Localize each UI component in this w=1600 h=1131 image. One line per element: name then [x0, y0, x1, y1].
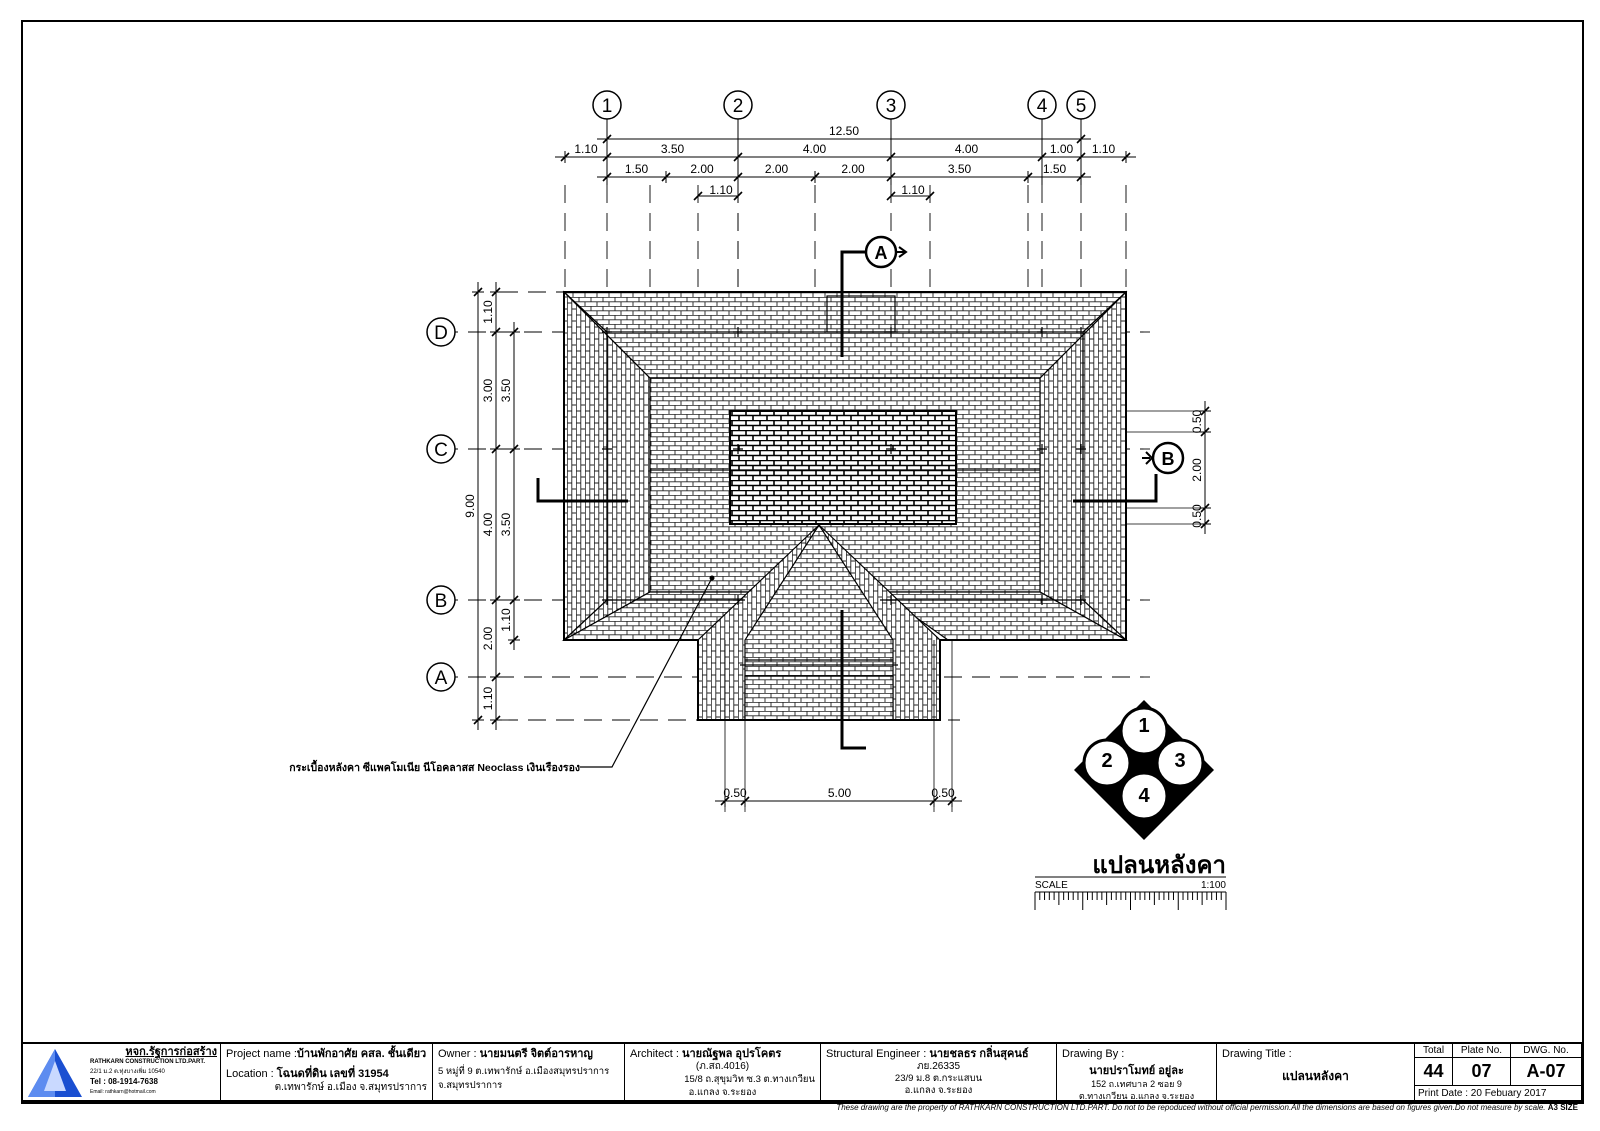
grid-label-row-D: D [434, 323, 448, 344]
company-address: 22/1 ม.2 ต.ทุ่งบางเพิ่ม 10540 [90, 1069, 165, 1075]
dim-top-row1-label: 4.00 [802, 142, 827, 156]
location-value: โฉนดที่ดิน เลขที่ 31954 [276, 1068, 389, 1080]
dim-bottom-label: 0.50 [931, 786, 955, 800]
dim-top-row1-label: 1.00 [1049, 142, 1074, 156]
copyright-notice [836, 1103, 1578, 1112]
key-plan-4: 4 [1138, 785, 1150, 807]
drawn-by-cell [1057, 1044, 1217, 1100]
key-plan-2: 2 [1101, 750, 1113, 772]
dim-top-row3-label: 1.10 [901, 183, 925, 197]
grid-label-col-4: 4 [1036, 96, 1048, 117]
architect-name: นายณัฐพล อุปรโคตร [681, 1048, 782, 1060]
drawing-title-block [1035, 852, 1226, 910]
dim-top-row2-label: 2.00 [764, 162, 789, 176]
total-value: 44 [1415, 1058, 1453, 1085]
owner-label: Owner : [438, 1048, 477, 1060]
dim-right-label: 0.50 [1190, 504, 1204, 528]
key-plan-3: 3 [1174, 750, 1186, 772]
dim-left-col2-label: 3.50 [499, 512, 513, 537]
project-cell [221, 1044, 433, 1100]
structural-license: ภย.26335 [916, 1061, 961, 1072]
dim-top-row1-label: 3.50 [660, 142, 685, 156]
drawing-title-label: Drawing Title : [1222, 1048, 1292, 1060]
key-plan [1074, 700, 1214, 840]
plate-label: Plate No. [1453, 1044, 1511, 1057]
total-label: Total [1415, 1044, 1453, 1057]
dim-left-total-label: 9.00 [463, 494, 477, 518]
drawing-title-cell [1217, 1044, 1415, 1100]
sheet-size: A3 SIZE [1547, 1103, 1578, 1112]
owner-name: นายมนตรี จิตต์อารหาญ [479, 1048, 593, 1060]
dim-left-col1-label: 1.10 [481, 686, 495, 711]
drawing-title-value: แปลนหลังคา [1282, 1069, 1349, 1083]
structural-address-2: อ.แกลง จ.ระยอง [904, 1085, 973, 1096]
architect-label: Architect : [630, 1048, 679, 1060]
dim-bottom-label: 0.50 [723, 786, 747, 800]
notice-text: These drawing are the property of RATHKARN CONSTRUCTION LTD.PART. Do not to be repoduced without official permission.All the dimensions are based on figures given.Do not measure by scale. [836, 1103, 1546, 1112]
print-date: Print Date : 20 Febuary 2017 [1418, 1088, 1547, 1099]
key-plan-1: 1 [1138, 715, 1150, 737]
structural-label: Structural Engineer : [826, 1048, 927, 1060]
gable-porch [745, 676, 893, 720]
owner-address-1: 5 หมู่ที่ 9 ต.เทพารักษ์ อ.เมืองสมุทรปราการ [438, 1066, 610, 1077]
company-cell [23, 1044, 221, 1100]
architect-address-1: 15/8 ถ.สุขุมวิท ซ.3 ต.ทางเกวียน [684, 1074, 815, 1085]
roof-material-note: กระเบื้องหลังคา ซีแพคโมเนีย นีโอคลาสส Neoclass เงินเรืองรอง [289, 762, 580, 774]
company-name-en: RATHKARN CONSTRUCTION LTD.PART. [90, 1059, 205, 1065]
dim-right-label: 2.00 [1190, 458, 1204, 482]
dwg-label: DWG. No. [1523, 1045, 1569, 1056]
dim-left-col1-label: 4.00 [481, 512, 495, 537]
location-label: Location : [226, 1068, 274, 1080]
dim-left-col1-label: 1.10 [481, 300, 495, 324]
structural-cell [821, 1044, 1057, 1100]
dim-right-label: 0.50 [1190, 409, 1204, 434]
project-name: บ้านพักอาศัย คสล. ชั้นเดียว [296, 1048, 427, 1060]
owner-cell [433, 1044, 625, 1100]
drawn-by-address-1: 152 ถ.เทศบาล 2 ซอย 9 [1091, 1079, 1182, 1089]
dim-top-row2-label: 2.00 [690, 162, 714, 176]
drawn-by-name: นายปราโมทย์ อยู่ละ [1089, 1065, 1184, 1077]
company-email: Email: rathkarn@hotmail.com [90, 1089, 156, 1095]
dim-top-row2-label: 1.50 [624, 162, 649, 176]
dim-left-col1-label: 3.00 [481, 378, 495, 403]
grid-label-row-A: A [434, 668, 448, 689]
dim-top-row1-label: 4.00 [954, 142, 979, 156]
location-line2: ต.เทพารักษ์ อ.เมือง จ.สมุทรปราการ [274, 1082, 427, 1093]
dim-left-col2-label: 1.10 [499, 608, 513, 632]
drawn-by-address-2: ต.ทางเกวียน อ.แกลง จ.ระยอง [1078, 1091, 1195, 1100]
scale-value: 1:100 [1200, 880, 1226, 891]
architect-license: (ภ.สถ.4016) [695, 1061, 750, 1072]
roof-panel [730, 411, 956, 524]
company-tel: Tel : 08-1914-7638 [90, 1077, 158, 1086]
dim-left-col1-label: 2.00 [481, 626, 495, 651]
drawn-by-label: Drawing By : [1062, 1048, 1125, 1060]
section-b-label: B [1161, 449, 1175, 469]
grid-label-col-5: 5 [1075, 96, 1087, 117]
architect-address-2: อ.แกลง จ.ระยอง [688, 1087, 757, 1098]
structural-address-1: 23/9 ม.8 ต.กระแสบน [894, 1073, 983, 1084]
dim-bottom-label: 5.00 [827, 786, 852, 800]
dim-top-row2-label: 2.00 [841, 162, 865, 176]
dim-top-row1-label: 1.10 [574, 142, 598, 156]
scale-bar [1035, 892, 1226, 910]
structural-engineer-name: นายชลธร กลิ่นสุคนธ์ [929, 1048, 1029, 1060]
sheet-numbers-cell [1415, 1044, 1581, 1100]
company-name: หจก.รัฐการก่อสร้าง [125, 1046, 217, 1058]
grid-label-col-3: 3 [885, 96, 897, 117]
owner-address-2: จ.สมุทรปราการ [438, 1080, 503, 1091]
architect-cell [625, 1044, 821, 1100]
dim-top-row1-label: 1.10 [1091, 142, 1116, 156]
plate-value: 07 [1453, 1058, 1511, 1085]
section-a-label: A [874, 243, 888, 263]
dwg-value: A-07 [1526, 1061, 1566, 1081]
dim-left-col2-label: 3.50 [499, 378, 513, 403]
project-label: Project name : [226, 1048, 297, 1060]
dim-top-row3-label: 1.10 [709, 183, 733, 197]
drawing-title: แปลนหลังคา [1092, 852, 1226, 879]
title-block [21, 1042, 1583, 1102]
grid-label-col-1: 1 [601, 96, 613, 117]
dim-top-row2-label: 1.50 [1042, 162, 1067, 176]
dim-top-total-label: 12.50 [828, 124, 860, 138]
grid-label-row-B: B [434, 591, 448, 612]
roof-vent [827, 296, 895, 332]
grid-label-col-2: 2 [732, 96, 744, 117]
roof-plan [564, 292, 1126, 720]
dim-top-row2-label: 3.50 [947, 162, 972, 176]
grid-label-row-C: C [434, 440, 448, 461]
scale-label: SCALE [1035, 880, 1068, 891]
company-logo-icon [26, 1047, 84, 1099]
